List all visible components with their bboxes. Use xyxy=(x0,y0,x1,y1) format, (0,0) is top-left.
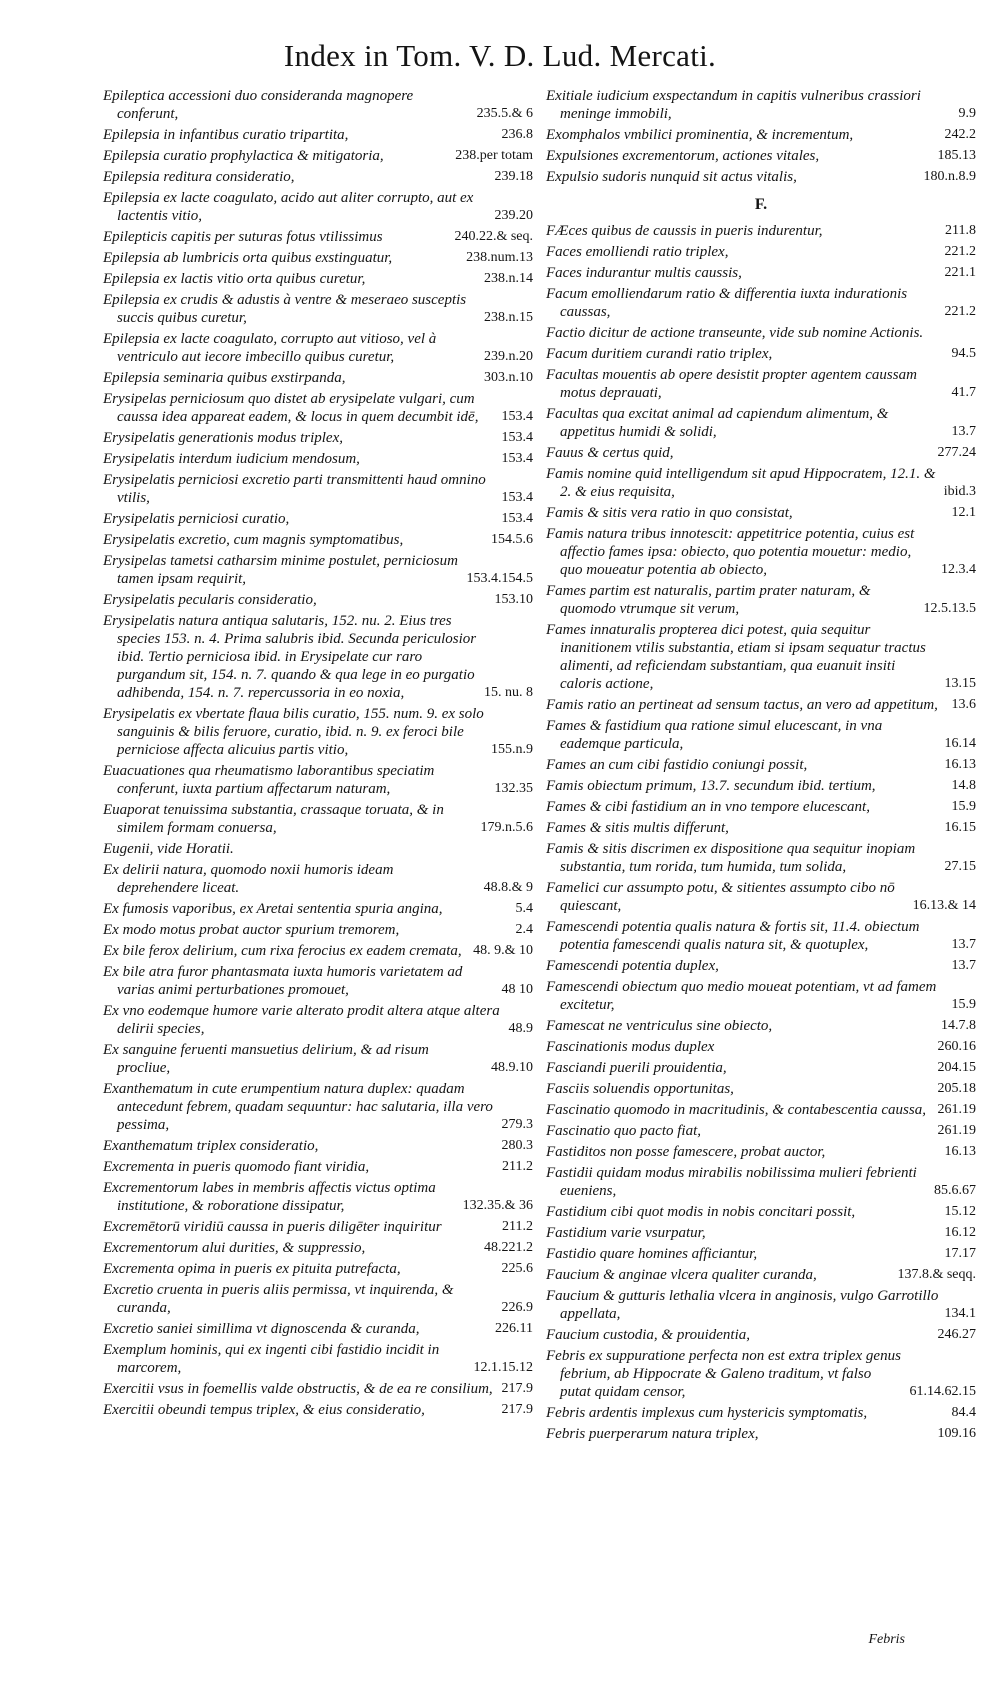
entry-text: Famis ratio an pertineat ad sensum tactus, an vero ad appetitum, xyxy=(546,697,938,713)
entry-text: Exercitii vsus in foemellis valde obstructis, & de ea re consilium, xyxy=(103,1381,493,1397)
index-entry xyxy=(103,921,533,939)
entry-reference: 153.4 xyxy=(501,451,533,466)
entry-reference: 217.9 xyxy=(501,1381,533,1396)
entry-text: Euacuationes qua rheumatismo laborantibus speciatim conferunt, iuxta partium affectarum naturam, xyxy=(103,763,435,797)
entry-text: Fames partim est naturalis, partim prater naturam, & quomodo vtrumque sit verum, xyxy=(546,583,871,617)
entry-text: Facultas qua excitat animal ad capiendum alimentum, & appetitus humidi & solidi, xyxy=(546,406,889,440)
entry-reference: 16.12 xyxy=(944,1225,976,1240)
entry-text: Erysipelatis ex vbertate flaua bilis curatio, 155. num. 9. ex solo sanguinis & bilis feruore, curatio, ibid. n. 9. ex feroci bile perniciose affecta alicuius partis vitio, xyxy=(103,706,484,758)
index-entry xyxy=(103,1179,533,1215)
index-entry xyxy=(103,1080,533,1134)
index-entry xyxy=(103,450,533,468)
index-entry xyxy=(546,1347,976,1401)
entry-reference: 221.1 xyxy=(944,265,976,280)
entry-reference: 238.n.15 xyxy=(484,310,533,325)
index-entry xyxy=(546,324,976,342)
entry-text: Famis natura tribus innotescit: appetitrice potentia, cuius est affectio fames ipsa: obiecto, quo potentia mouetur: medio, quo moueatur potentia ab obiecto, xyxy=(546,526,915,578)
entry-reference: 205.18 xyxy=(937,1081,976,1096)
right-column xyxy=(546,87,976,1446)
index-entry xyxy=(546,1080,976,1098)
entry-reference: 12.5.13.5 xyxy=(923,601,976,616)
entry-reference: 235.5.& 6 xyxy=(476,106,533,121)
entry-reference: 48.8.& 9 xyxy=(483,880,533,895)
entry-reference: 154.5.6 xyxy=(491,532,533,547)
entry-reference: 242.2 xyxy=(944,127,976,142)
index-entry xyxy=(103,531,533,549)
index-entry xyxy=(103,942,533,960)
entry-text: Fasciandi puerili prouidentia, xyxy=(546,1060,727,1076)
entry-text: Fames innaturalis propterea dici potest, quia sequitur inanitionem vtilis substantia, etiam si ipsam sequatur tractus alimenti, ad reficiendam substantiam, qua euanuit insiti caloris actione, xyxy=(546,622,926,692)
entry-reference: 9.9 xyxy=(958,106,976,121)
entry-reference: 12.1.15.12 xyxy=(473,1360,533,1375)
index-entry xyxy=(103,1158,533,1176)
section-letter: F. xyxy=(754,196,768,213)
index-entry xyxy=(546,1287,976,1323)
entry-text: FÆces quibus de caussis in pueris indurentur, xyxy=(546,223,823,239)
entry-text: Erysipelas tametsi catharsim minime postulet, perniciosum tamen ipsam requirit, xyxy=(103,553,458,587)
entry-text: Fastidio quare homines afficiantur, xyxy=(546,1246,758,1262)
entry-text: Epilepsia ab lumbricis orta quibus exstinguatur, xyxy=(103,250,393,266)
entry-text: Epilepsia reditura consideratio, xyxy=(103,169,295,185)
index-entry xyxy=(546,405,976,441)
entry-text: Faces indurantur multis caussis, xyxy=(546,265,742,281)
entry-reference: 109.16 xyxy=(937,1426,976,1441)
entry-text: Factio dicitur de actione transeunte, vide sub nomine Actionis. xyxy=(546,325,924,341)
index-entry xyxy=(103,1260,533,1278)
entry-text: Fames & cibi fastidium an in vno tempore elucescant, xyxy=(546,799,870,815)
index-entry xyxy=(103,801,533,837)
entry-reference: 211.2 xyxy=(502,1159,533,1174)
entry-reference: 153.4 xyxy=(501,490,533,505)
entry-reference: 48 10 xyxy=(501,982,533,997)
entry-reference: 15.12 xyxy=(944,1204,976,1219)
right-column-f-entries xyxy=(546,222,976,1443)
index-entry xyxy=(103,126,533,144)
entry-text: Famescat ne ventriculus sine obiecto, xyxy=(546,1018,773,1034)
entry-reference: 48. 9.& 10 xyxy=(473,943,533,958)
index-entry xyxy=(103,1281,533,1317)
index-entry xyxy=(546,285,976,321)
entry-text: Famescendi potentia qualis natura & fortis sit, 11.4. obiectum potentia famescendi qualis natura sit, & quotuplex, xyxy=(546,919,920,953)
index-entry xyxy=(103,291,533,327)
index-entry xyxy=(103,1401,533,1419)
index-entry xyxy=(546,756,976,774)
entry-text: Ex fumosis vaporibus, ex Aretai sententia spuria angina, xyxy=(103,901,443,917)
entry-text: Exitiale iudicium exspectandum in capitis vulneribus crassiori meninge immobili, xyxy=(546,88,921,122)
index-entry xyxy=(546,717,976,753)
entry-text: Famescendi potentia duplex, xyxy=(546,958,719,974)
index-entry xyxy=(546,1101,976,1119)
entry-reference: 261.19 xyxy=(937,1102,976,1117)
entry-reference: 85.6.67 xyxy=(934,1183,976,1198)
index-entry xyxy=(103,840,533,858)
index-entry xyxy=(546,840,976,876)
index-entry xyxy=(546,1059,976,1077)
index-entry xyxy=(546,126,976,144)
entry-reference: 238.per totam xyxy=(455,148,533,163)
index-entry xyxy=(546,444,976,462)
entry-reference: 180.n.8.9 xyxy=(923,169,976,184)
entry-reference: 12.3.4 xyxy=(941,562,976,577)
index-entry xyxy=(546,264,976,282)
entry-reference: 14.7.8 xyxy=(941,1018,976,1033)
entry-text: Ex bile ferox delirium, cum rixa ferocius ex eadem cremata, xyxy=(103,943,462,959)
entry-reference: 239.20 xyxy=(494,208,533,223)
entry-reference: ibid.3 xyxy=(943,484,976,499)
entry-reference: 2.4 xyxy=(515,922,533,937)
entry-reference: 155.n.9 xyxy=(491,742,533,757)
entry-reference: 238.n.14 xyxy=(484,271,533,286)
entry-text: Exomphalos vmbilici prominentia, & incrementum, xyxy=(546,127,854,143)
entry-reference: 236.8 xyxy=(501,127,533,142)
index-entry xyxy=(103,510,533,528)
entry-text: Fames & sitis multis differunt, xyxy=(546,820,729,836)
entry-text: Epilepsia ex lactis vitio orta quibus curetur, xyxy=(103,271,366,287)
entry-reference: 17.17 xyxy=(944,1246,976,1261)
index-entry xyxy=(546,87,976,123)
entry-reference: 16.15 xyxy=(944,820,976,835)
index-entry xyxy=(103,1380,533,1398)
index-entry xyxy=(546,1203,976,1221)
entry-text: Fastiditos non posse famescere, probat auctor, xyxy=(546,1144,826,1160)
index-entry xyxy=(103,228,533,246)
index-entry xyxy=(546,222,976,240)
entry-reference: 246.27 xyxy=(937,1327,976,1342)
entry-reference: 15.9 xyxy=(951,997,976,1012)
entry-reference: 239.18 xyxy=(494,169,533,184)
entry-text: Erysipelatis interdum iudicium mendosum, xyxy=(103,451,360,467)
entry-reference: 280.3 xyxy=(501,1138,533,1153)
index-entry xyxy=(546,168,976,186)
index-entry xyxy=(103,900,533,918)
entry-reference: 15. nu. 8 xyxy=(484,685,533,700)
entry-reference: 16.13.& 14 xyxy=(912,898,976,913)
entry-reference: 84.4 xyxy=(951,1405,976,1420)
index-entry xyxy=(103,168,533,186)
entry-reference: 48.9 xyxy=(508,1021,533,1036)
entry-reference: 132.35 xyxy=(494,781,533,796)
entry-reference: 261.19 xyxy=(937,1123,976,1138)
entry-reference: 238.num.13 xyxy=(466,250,533,265)
entry-reference: 16.13 xyxy=(944,1144,976,1159)
index-entry xyxy=(103,1341,533,1377)
index-entry xyxy=(546,978,976,1014)
index-entry xyxy=(103,390,533,426)
entry-reference: 277.24 xyxy=(937,445,976,460)
entry-text: Faucium & anginae vlcera qualiter curanda, xyxy=(546,1267,817,1283)
entry-reference: 153.4 xyxy=(501,409,533,424)
entry-text: Febris ex suppuratione perfecta non est extra triplex genus febrium, ab Hippocrate & Galeno traditum, vt falso putat quidam censor, xyxy=(546,1348,901,1400)
entry-reference: 48.221.2 xyxy=(484,1240,533,1255)
index-entry xyxy=(546,819,976,837)
entry-reference: 5.4 xyxy=(515,901,533,916)
entry-reference: 239.n.20 xyxy=(484,349,533,364)
index-entry xyxy=(103,369,533,387)
entry-text: Erysipelatis excretio, cum magnis symptomatibus, xyxy=(103,532,404,548)
entry-reference: 13.7 xyxy=(951,958,976,973)
index-entry xyxy=(546,1224,976,1242)
index-entry xyxy=(546,504,976,522)
entry-text: Euaporat tenuissima substantia, crassaque toruata, & in similem formam conuersa, xyxy=(103,802,444,836)
index-entry xyxy=(103,1041,533,1077)
entry-text: Erysipelatis perniciosi excretio parti transmittenti haud omnino vtilis, xyxy=(103,472,486,506)
index-entry xyxy=(103,1218,533,1236)
entry-text: Expulsio sudoris nunquid sit actus vitalis, xyxy=(546,169,797,185)
entry-text: Epileptica accessioni duo consideranda magnopere conferunt, xyxy=(103,88,414,122)
entry-text: Exercitii obeundi tempus triplex, & eius consideratio, xyxy=(103,1402,425,1418)
entry-text: Ex bile atra furor phantasmata iuxta humoris varietatem ad varias animi perturbationes promouet, xyxy=(103,964,463,998)
index-entry xyxy=(546,1164,976,1200)
entry-text: Fascinatio quo pacto fiat, xyxy=(546,1123,701,1139)
index-entry xyxy=(103,762,533,798)
entry-text: Famelici cur assumpto potu, & sitientes assumpto cibo nō quiescant, xyxy=(546,880,895,914)
entry-text: Ex vno eodemque humore varie alterato prodit altera atque altera delirii species, xyxy=(103,1003,500,1037)
entry-text: Febris ardentis implexus cum hystericis symptomatis, xyxy=(546,1405,868,1421)
entry-text: Febris puerperarum natura triplex, xyxy=(546,1426,759,1442)
index-entry xyxy=(546,1404,976,1422)
index-entry xyxy=(103,1002,533,1038)
entry-text: Faucium & gutturis lethalia vlcera in anginosis, vulgo Garrotillo appellata, xyxy=(546,1288,939,1322)
entry-reference: 153.10 xyxy=(494,592,533,607)
entry-text: Faces emolliendi ratio triplex, xyxy=(546,244,729,260)
entry-reference: 16.13 xyxy=(944,757,976,772)
index-entry xyxy=(546,1017,976,1035)
entry-reference: 15.9 xyxy=(951,799,976,814)
index-entry xyxy=(103,1137,533,1155)
entry-reference: 41.7 xyxy=(951,385,976,400)
index-entry xyxy=(103,612,533,702)
entry-reference: 279.3 xyxy=(501,1117,533,1132)
index-entry xyxy=(103,147,533,165)
entry-reference: 61.14.62.15 xyxy=(909,1384,976,1399)
entry-text: Ex delirii natura, quomodo noxii humoris ideam deprehendere liceat. xyxy=(103,862,394,896)
index-entry xyxy=(103,1320,533,1338)
entry-reference: 179.n.5.6 xyxy=(480,820,533,835)
entry-text: Famis nomine quid intelligendum sit apud Hippocratem, 12.1. & 2. & eius requisita, xyxy=(546,466,936,500)
entry-text: Epilepsia ex lacte coagulato, acido aut aliter corrupto, aut ex lactentis vitio, xyxy=(103,190,474,224)
index-entry xyxy=(103,591,533,609)
entry-reference: 13.6 xyxy=(951,697,976,712)
entry-text: Excretio cruenta in pueris aliis permissa, vt inquirenda, & curanda, xyxy=(103,1282,454,1316)
entry-text: Fasciis soluendis opportunitas, xyxy=(546,1081,734,1097)
index-entry xyxy=(546,918,976,954)
index-entry xyxy=(103,249,533,267)
index-entry xyxy=(546,798,976,816)
index-entry xyxy=(103,1239,533,1257)
index-entry xyxy=(103,429,533,447)
index-entry xyxy=(546,1143,976,1161)
entry-text: Eugenii, vide Horatii. xyxy=(103,841,234,857)
entry-reference: 16.14 xyxy=(944,736,976,751)
left-column xyxy=(103,87,533,1422)
index-entry xyxy=(546,243,976,261)
index-entry xyxy=(546,1425,976,1443)
entry-text: Fascinatio quomodo in macritudinis, & contabescentia caussa, xyxy=(546,1102,926,1118)
entry-reference: 13.7 xyxy=(951,937,976,952)
entry-text: Excrementorum labes in membris affectis victus optima institutione, & roboratione dissipatur, xyxy=(103,1180,436,1214)
entry-reference: 221.2 xyxy=(944,244,976,259)
entry-text: Epilepsia in infantibus curatio tripartita, xyxy=(103,127,349,143)
entry-text: Faucium custodia, & prouidentia, xyxy=(546,1327,751,1343)
entry-text: Excretio saniei simillima vt dignoscenda & curanda, xyxy=(103,1321,420,1337)
entry-text: Excrementa in pueris quomodo fiant viridia, xyxy=(103,1159,370,1175)
entry-reference: 13.7 xyxy=(951,424,976,439)
entry-text: Epilepsia ex lacte coagulato, corrupto aut vitioso, vel à ventriculo aut iecore imbecillo quibus curetur, xyxy=(103,331,437,365)
entry-text: Exemplum hominis, qui ex ingenti cibi fastidio incidit in marcorem, xyxy=(103,1342,440,1376)
entry-reference: 211.8 xyxy=(945,223,976,238)
index-entry xyxy=(103,270,533,288)
entry-text: Famis & sitis discrimen ex dispositione qua sequitur inopiam substantia, tum rorida, tum humida, tum solida, xyxy=(546,841,916,875)
index-entry xyxy=(103,705,533,759)
entry-text: Erysipelatis generationis modus triplex, xyxy=(103,430,343,446)
entry-text: Famis obiectum primum, 13.7. secundum ibid. tertium, xyxy=(546,778,876,794)
entry-text: Facum duritiem curandi ratio triplex, xyxy=(546,346,773,362)
index-entry xyxy=(103,963,533,999)
index-entry xyxy=(546,879,976,915)
index-entry xyxy=(546,696,976,714)
index-entry xyxy=(546,1326,976,1344)
index-entry xyxy=(546,465,976,501)
entry-reference: 153.4 xyxy=(501,511,533,526)
entry-reference: 225.6 xyxy=(501,1261,533,1276)
index-entry xyxy=(546,147,976,165)
entry-reference: 303.n.10 xyxy=(484,370,533,385)
entry-text: Fascinationis modus duplex xyxy=(546,1039,715,1055)
entry-reference: 185.13 xyxy=(937,148,976,163)
entry-reference: 211.2 xyxy=(502,1219,533,1234)
entry-reference: 204.15 xyxy=(937,1060,976,1075)
index-entry xyxy=(546,1245,976,1263)
entry-text: Fastidium cibi quot modis in nobis concitari possit, xyxy=(546,1204,856,1220)
entry-text: Epilepticis capitis per suturas fotus vtilissimus xyxy=(103,229,383,245)
index-entry xyxy=(546,1266,976,1284)
index-entry xyxy=(546,777,976,795)
entry-reference: 48.9.10 xyxy=(491,1060,533,1075)
index-entry xyxy=(103,471,533,507)
index-entry xyxy=(103,861,533,897)
entry-reference: 14.8 xyxy=(951,778,976,793)
entry-text: Famescendi obiectum quo medio moueat potentiam, vt ad famem excitetur, xyxy=(546,979,937,1013)
entry-text: Excremētorū viridiū caussa in pueris diligēter inquiritur xyxy=(103,1219,442,1235)
entry-text: Excrementorum alui durities, & suppressio, xyxy=(103,1240,366,1256)
catchword: Febris xyxy=(868,1632,905,1647)
index-entry xyxy=(103,189,533,225)
entry-reference: 94.5 xyxy=(951,346,976,361)
entry-text: Erysipelatis pecularis consideratio, xyxy=(103,592,317,608)
index-entry xyxy=(546,366,976,402)
index-entry xyxy=(546,345,976,363)
entry-reference: 13.15 xyxy=(944,676,976,691)
entry-text: Facum emolliendarum ratio & differentia iuxta indurationis caussas, xyxy=(546,286,908,320)
index-entry xyxy=(546,525,976,579)
entry-reference: 153.4 xyxy=(501,430,533,445)
entry-text: Ex modo motus probat auctor spurium tremorem, xyxy=(103,922,400,938)
entry-reference: 132.35.& 36 xyxy=(462,1198,533,1213)
index-entry xyxy=(546,957,976,975)
right-column-top-entries xyxy=(546,87,976,186)
entry-text: Fames & fastidium qua ratione simul elucescant, in vna eademque particula, xyxy=(546,718,883,752)
entry-text: Facultas mouentis ab opere desistit propter agentem caussam motus deprauati, xyxy=(546,367,917,401)
entry-text: Erysipelatis perniciosi curatio, xyxy=(103,511,290,527)
entry-text: Fastidium varie vsurpatur, xyxy=(546,1225,706,1241)
entry-reference: 153.4.154.5 xyxy=(466,571,533,586)
index-entry xyxy=(546,1122,976,1140)
entry-text: Ex sanguine feruenti mansuetius delirium, & ad risum procliue, xyxy=(103,1042,429,1076)
entry-reference: 221.2 xyxy=(944,304,976,319)
entry-reference: 137.8.& seqq. xyxy=(897,1267,976,1282)
entry-text: Erysipelatis natura antiqua salutaris, 152. nu. 2. Eius tres species 153. n. 4. Prima salubris ibid. Secunda periculosior ibid. Tertio perniciosa ibid. in Erysipelate cur raro purgandum sit, 154. n. 7. quando & qua lege in eo purgatio adhibenda, 154. n. 7. repercussoria in eo noxia, xyxy=(103,613,477,701)
index-entry xyxy=(546,1038,976,1056)
entry-text: Expulsiones excrementorum, actiones vitales, xyxy=(546,148,820,164)
entry-text: Epilepsia curatio prophylactica & mitigatoria, xyxy=(103,148,384,164)
entry-text: Fames an cum cibi fastidio coniungi possit, xyxy=(546,757,808,773)
entry-text: Famis & sitis vera ratio in quo consistat, xyxy=(546,505,793,521)
entry-text: Excrementa opima in pueris ex pituita putrefacta, xyxy=(103,1261,401,1277)
entry-text: Exanthematum in cute erumpentium natura duplex: quadam antecedunt febrem, quadam sequuntur: hac salutaria, illa vero pessima, xyxy=(103,1081,493,1133)
entry-reference: 226.9 xyxy=(501,1300,533,1315)
index-entry xyxy=(103,552,533,588)
index-entry xyxy=(103,87,533,123)
entry-text: Epilepsia ex crudis & adustis à ventre & meseraeo susceptis succis quibus curetur, xyxy=(103,292,467,326)
index-entry xyxy=(546,621,976,693)
index-entry xyxy=(546,582,976,618)
index-entry xyxy=(103,330,533,366)
entry-reference: 27.15 xyxy=(944,859,976,874)
entry-reference: 217.9 xyxy=(501,1402,533,1417)
entry-reference: 260.16 xyxy=(937,1039,976,1054)
entry-reference: 134.1 xyxy=(944,1306,976,1321)
page-title: Index in Tom. V. D. Lud. Mercati. xyxy=(283,38,717,73)
entry-text: Exanthematum triplex consideratio, xyxy=(103,1138,319,1154)
entry-reference: 226.11 xyxy=(495,1321,533,1336)
entry-reference: 240.22.& seq. xyxy=(454,229,533,244)
entry-reference: 12.1 xyxy=(951,505,976,520)
entry-text: Fauus & certus quid, xyxy=(546,445,674,461)
entry-text: Epilepsia seminaria quibus exstirpanda, xyxy=(103,370,346,386)
entry-text: Erysipelas perniciosum quo distet ab erysipelate vulgari, cum caussa idea appareat eadem, & locus in quem decumbit idē, xyxy=(103,391,479,425)
entry-text: Fastidii quidam modus mirabilis nobilissima mulieri febrienti eueniens, xyxy=(546,1165,917,1199)
